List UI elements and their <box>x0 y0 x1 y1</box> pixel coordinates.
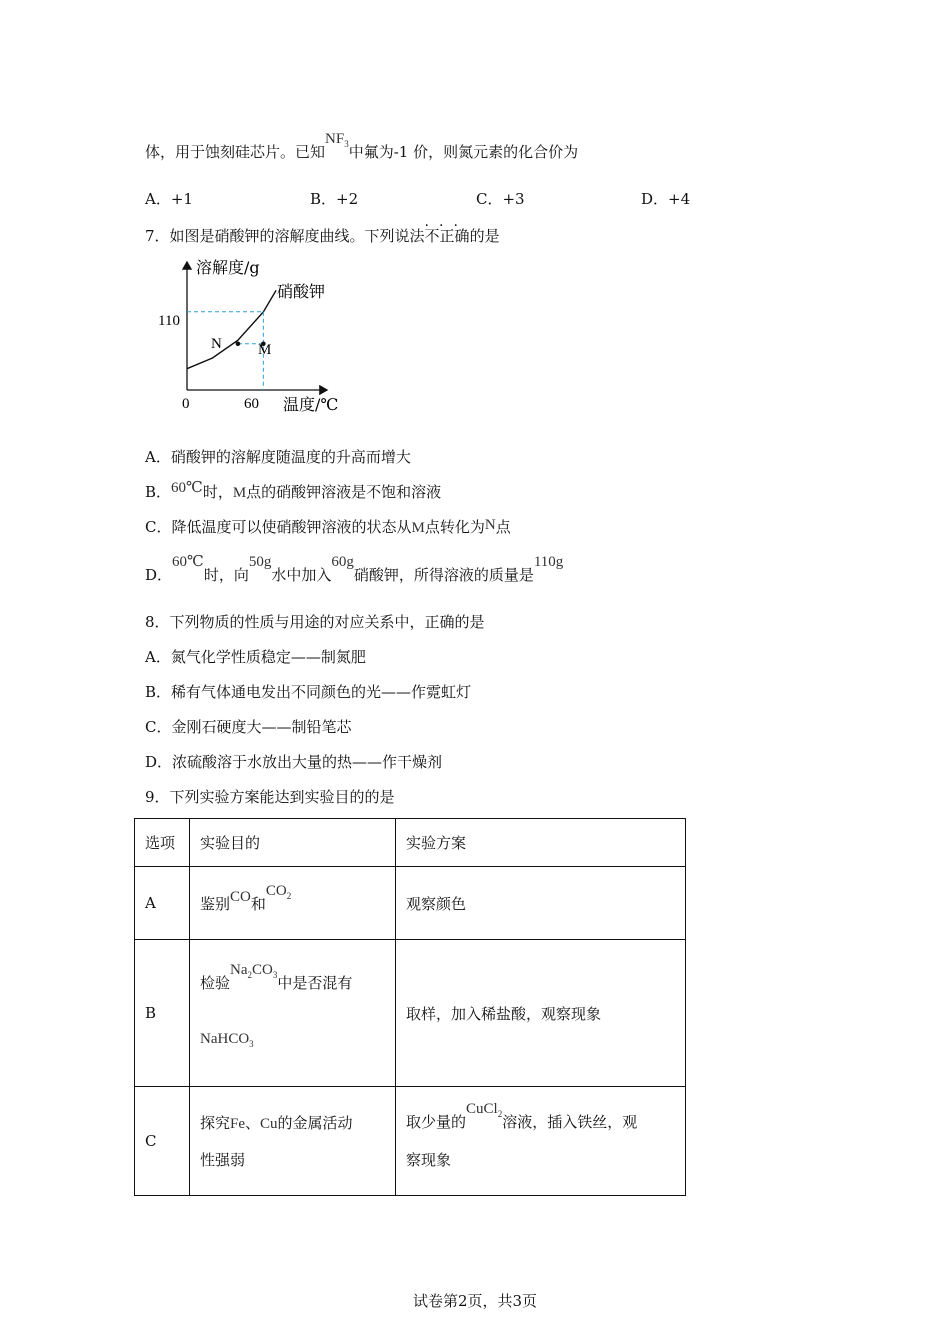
row-a-purpose: 鉴别CO和$CO_2$ <box>190 867 396 940</box>
row-a-plan: 观察颜色 <box>396 867 686 940</box>
row-c-option: C <box>135 1087 190 1196</box>
page-footer: 试卷第2页，共3页 <box>412 1292 538 1310</box>
solubility-chart <box>150 252 350 417</box>
origin-label: 0 <box>182 396 190 412</box>
table-header-row <box>135 819 686 867</box>
q8-option-d: D．浓硫酸溶于水放出大量的热——作干燥剂 <box>145 753 443 771</box>
formula-nf3: $NF_3$ <box>325 131 349 149</box>
row-b-purpose: 检验$Na_2CO_3$中是否混有 NaHCO$_3$ <box>190 940 396 1087</box>
q7-stem: 7．如图是硝酸钾的溶解度曲线。下列说法 ... 不正确的是 <box>145 214 500 245</box>
label-n: N <box>211 336 222 352</box>
q6-option-b: B．+2 <box>310 190 359 208</box>
header-option: 选项 <box>135 819 190 867</box>
q9-stem: 9．下列实验方案能达到实验目的的是 <box>145 788 395 806</box>
y-tick-110: 110 <box>158 313 180 329</box>
q8-stem: 8．下列物质的性质与用途的对应关系中，正确的是 <box>145 613 485 631</box>
row-c-purpose: 探究Fe、Cu的金属活动 性强弱 <box>190 1087 396 1196</box>
q6-option-a: A．+1 <box>145 190 193 208</box>
y-axis-label: 溶解度/g <box>196 258 260 277</box>
q7-emphasis: ... 不正确 <box>424 214 470 245</box>
q7-option-b: B．60℃时，M点的硝酸钾溶液是不饱和溶液 <box>145 480 442 501</box>
table-row <box>135 940 686 1087</box>
table-row <box>135 1087 686 1196</box>
q8-option-a: A．氮气化学性质稳定——制氮肥 <box>145 648 366 666</box>
row-b-plan: 取样，加入稀盐酸，观察现象 <box>396 940 686 1087</box>
row-b-option: B <box>135 940 190 1087</box>
q7-option-c: C．降低温度可以使硝酸钾溶液的状态从M点转化为N点 <box>145 517 511 536</box>
x-axis-label: 温度/℃ <box>283 395 339 414</box>
q6-option-d: D．+4 <box>641 190 691 208</box>
q8-option-b: B．稀有气体通电发出不同颜色的光——作霓虹灯 <box>145 683 472 701</box>
point-n <box>236 341 241 346</box>
q8-option-c: C．金刚石硬度大——制铅笔芯 <box>145 718 352 736</box>
q9-table <box>134 818 686 1196</box>
q7-option-d: D．60℃时，向50g水中加入60g硝酸钾，所得溶液的质量是110g <box>145 554 564 584</box>
header-plan: 实验方案 <box>396 819 686 867</box>
q7-option-a: A．硝酸钾的溶解度随温度的升高而增大 <box>145 448 411 466</box>
row-c-plan: 取少量的CuCl$_2$溶液，插入铁丝，观 察现象 <box>396 1087 686 1196</box>
curve-label: 硝酸钾 <box>277 282 326 301</box>
x-tick-60: 60 <box>244 396 259 412</box>
label-m: M <box>258 342 272 358</box>
row-a-option: A <box>135 867 190 940</box>
q6-line: 体，用于蚀刻硅芯片。已知$NF_3$中氟为-1 价，则氮元素的化合价为 <box>145 131 579 161</box>
nahco3-formula: NaHCO$_3$ <box>200 1031 254 1049</box>
table-row <box>135 867 686 940</box>
header-purpose: 实验目的 <box>190 819 396 867</box>
q6-option-c: C．+3 <box>476 190 525 208</box>
